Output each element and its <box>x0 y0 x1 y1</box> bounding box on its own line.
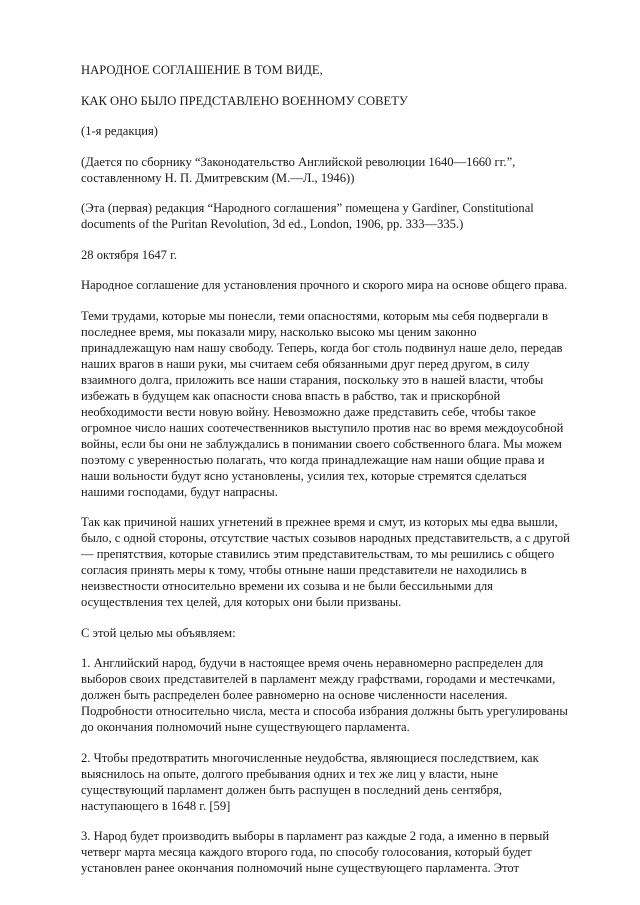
paragraph <box>81 123 611 139</box>
paragraph <box>81 154 611 186</box>
text-line: наши вольности будут ясно установлены, усилия тех, которые стремятся сделаться <box>81 468 527 483</box>
text-line: 1. Английский народ, будучи в настоящее время очень неравномерно распределен для <box>81 656 544 670</box>
text-line: до окончания полномочий ныне существующего парламента. <box>81 720 410 734</box>
text-line: КАК ОНО БЫЛО ПРЕДСТАВЛЕНО ВОЕННОМУ СОВЕТУ <box>81 93 408 108</box>
text-line: выборов своих представителей в парламент между графствами, городами и местечками, <box>81 672 556 686</box>
text-line: С этой целью мы объявляем: <box>81 625 236 640</box>
text-line: Теми трудами, которые мы понесли, теми опасностями, которым мы себя подвергали в <box>81 308 549 323</box>
text-line: нашими господами, будут напрасны. <box>81 484 278 499</box>
text-line: четверг марта месяца каждого второго года, по способу голосования, который будет <box>81 845 532 859</box>
text-line: принадлежащую нам нашу свободу. Теперь, когда бог столь подвинул наше дело, передав <box>81 340 563 355</box>
document-page <box>81 62 611 891</box>
paragraph <box>81 655 611 735</box>
text-line: Народное соглашение для установления прочного и скорого мира на основе общего права. <box>81 278 568 292</box>
paragraph <box>81 247 611 263</box>
text-line: 28 октября 1647 г. <box>81 247 177 262</box>
text-line: (1-я редакция) <box>81 124 158 138</box>
text-line: было, с одной стороны, отсутствие частых созывов народных представительств, а с другой <box>81 531 570 545</box>
text-line: избежать в будущем как опасности снова впасть в рабство, так и прискорбной <box>81 388 501 403</box>
text-line: наших врагов в наши руки, мы считаем себя обязанными друг перед другом, в силу <box>81 356 530 371</box>
text-line: 2. Чтобы предотвратить многочисленные неудобства, являющиеся последствием, как <box>81 750 539 765</box>
text-line: — препятствия, которые ставились этим представительствам, то мы решились с общего <box>81 547 555 561</box>
text-line: огромное число наших соотечественников выступило против нас во время междоусобной <box>81 420 564 435</box>
text-line: последнее время, мы показали миру, насколько высоко мы ценим законно <box>81 324 477 339</box>
text-line: должен быть распределен более равномерно на основе численности населения. <box>81 688 508 702</box>
paragraph <box>81 514 611 610</box>
paragraph <box>81 750 611 814</box>
text-line: Так как причиной наших угнетений в прежнее время и смут, из которых мы едва вышли, <box>81 515 558 529</box>
text-line: documents of the Puritan Revolution, 3d ed., London, 1906, pp. 333—335.) <box>81 217 464 231</box>
text-line: неизвестности относительно времени их созыва и не были бессильными для <box>81 579 493 593</box>
text-line: 3. Народ будет производить выборы в парламент раз каждые 2 года, а именно в первый <box>81 829 550 843</box>
text-line: (Дается по сборнику “Законодательство Английской революции 1640—1660 гг.”, <box>81 154 516 169</box>
text-line: войны, если бы они не заблуждались в понимании своего собственного блага. Мы можем <box>81 436 562 451</box>
text-line: установлен ранее окончания полномочий ныне существующего парламента. Этот <box>81 861 520 875</box>
text-line: осуществления тех целей, для которых они были призваны. <box>81 595 402 609</box>
text-line: НАРОДНОЕ СОГЛАШЕНИЕ В ТОМ ВИДЕ, <box>81 63 323 77</box>
text-line: поэтому с уверенностью полагать, что когда принадлежащие нам наши общие права и <box>81 452 545 467</box>
text-line: наступающего в 1648 г. [59] <box>81 798 231 813</box>
text-line: Подробности относительно числа, места и способа избрания должны быть урегулированы <box>81 704 568 718</box>
text-line: необходимости вести новую войну. Невозможно даже представить себе, чтобы такое <box>81 404 536 419</box>
text-line: (Эта (первая) редакция “Народного соглашения” помещена у Gardiner, Constitutional <box>81 201 534 215</box>
paragraph <box>81 277 611 293</box>
paragraph <box>81 828 611 876</box>
text-line: выяснилось на опыте, долгого пребывания одних и тех же лиц у власти, ныне <box>81 766 499 781</box>
paragraph <box>81 200 611 232</box>
document-title <box>81 62 611 78</box>
paragraph <box>81 625 611 641</box>
text-line: согласия принять меры к тому, чтобы отныне наши представители не находились в <box>81 563 527 577</box>
text-line: существующий парламент должен быть распущен в последний день сентября, <box>81 782 503 797</box>
document-title <box>81 93 611 109</box>
text-line: составленному Н. П. Дмитревским (М.—Л., 1946)) <box>81 170 355 185</box>
paragraph <box>81 308 611 500</box>
text-line: взаимного долга, приложить все наши старания, поскольку это в нашей власти, чтобы <box>81 372 544 387</box>
